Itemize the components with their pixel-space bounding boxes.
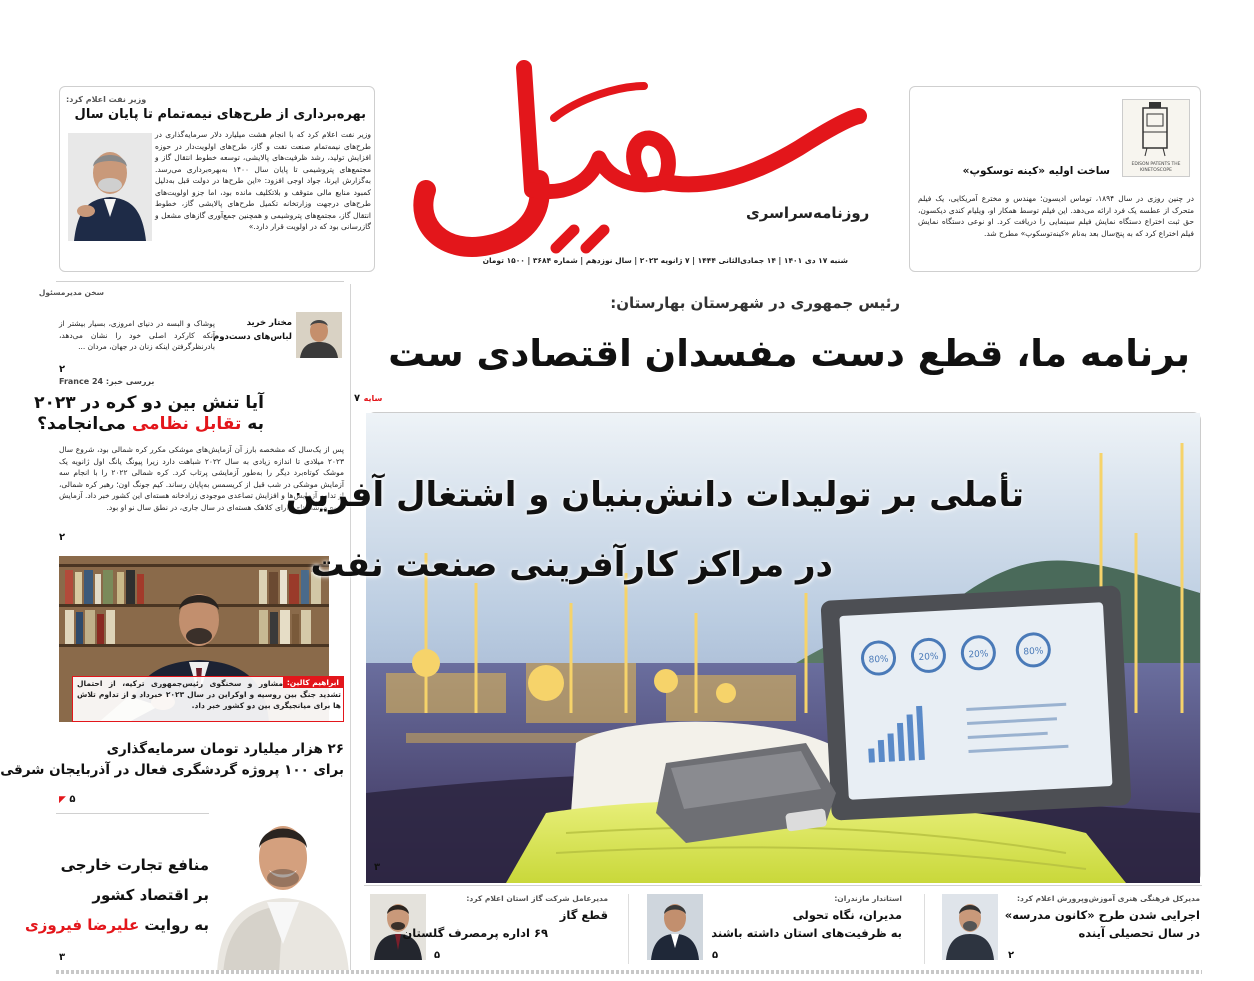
interview-page: ۳ [59, 952, 66, 963]
masthead-subtitle: روزنامه‌سراسری [746, 204, 870, 222]
editor-author-2: لباس‌های دست‌دوم [212, 332, 292, 342]
invest-title-2: برای ۱۰۰ پروژه گردشگری فعال در آذربایجان شرقی [0, 762, 344, 778]
bottom-page-1: ۲ [1008, 950, 1015, 961]
kalin-caption: مشاور و سخنگوی رئیس‌جمهوری ترکیه، از احتمال تشدید جنگ بین روسیه و اوکراین در سال ۲۰۲۳ خبرداد و از تداوم تلاش ها برای میانجیگری بین دو کشور خبر داد. [77, 679, 341, 710]
interview-pre: به روایت [139, 916, 209, 934]
bottom-kicker-1: مدیرکل فرهنگی هنری آموزش‌وپرورش اعلام کرد: [1017, 894, 1200, 903]
masthead-dateline: شنبه ۱۷ دی ۱۴۰۱ | ۱۴ جمادی‌الثانی ۱۴۴۴ | ۷ ژانویه ۲۰۲۳ | سال نوزدهم | شماره ۳۶۸۴ | ۱۵۰۰ تومان [482, 256, 848, 265]
bottom-photo-1 [942, 894, 998, 960]
bottom-sub-2: به ظرفیت‌های استان داشته باشند [711, 926, 902, 940]
korea-page: ۲ [59, 532, 66, 543]
kalin-name: ابراهیم کالین: [283, 677, 343, 688]
oil-minister-photo [68, 133, 152, 241]
column-divider [350, 284, 351, 974]
bottom-page-2: ۵ [712, 950, 719, 961]
bottom-divider-2 [628, 894, 629, 964]
bottom-title-1: اجرایی شدن طرح «کانون مدرسه» [1004, 908, 1200, 922]
oil-minister-box [59, 86, 375, 272]
oil-minister-kicker: وزیر نفت اعلام کرد: [66, 95, 147, 104]
editor-kicker: سخن مدیرمسئول [38, 288, 104, 297]
bottom-kicker-3: مدیرعامل شرکت گاز استان اعلام کرد: [466, 894, 608, 903]
oil-minister-title: بهره‌برداری از طرح‌های نیمه‌تمام تا پایان سال [74, 107, 366, 122]
interview-red: علیرضا فیروزی [25, 916, 140, 934]
gauge-label: 20% [968, 649, 989, 661]
oil-minister-body: وزیر نفت اعلام کرد که با انجام هشت میلیارد دلار سرمایه‌گذاری در طرح‌های نیمه‌تمام صنعت نفت و گاز، طرح‌های اولویت‌دار در حوزه افزایش تولید، رشد ظرفیت‌های پالایشی، توسعه خطوط انتقال گاز و مجتمع‌های پتروشیمی تا پایان سال ۱۴۰۰ به‌بهره‌برداری می‌رسد. به‌گزارش ایرنا، جواد اوجی افزود: «این طرح‌ها در دولت قبل به‌دلیل کمبود منابع مالی متوقف و بلاتکلیف مانده بود، اما جزو اولویت‌های طرح‌های درجهت وزارتخانه تکمیل طرح‌های پالایشی گاز، خطوط انتقال گاز، مجتمع‌های پتروشیمی و همچنین جمع‌آوری گازهای مشعل و گازرسانی بود که در اولویت قرار دارد.» [155, 130, 371, 231]
korea-title-post: می‌انجامد؟ [37, 414, 132, 434]
invest-page-number: ۵ [69, 794, 76, 805]
bottom-sub-3: ۶۹ اداره پرمصرف گلستان [402, 926, 548, 940]
bottom-title-2: مدیران، نگاه تحولی [792, 908, 902, 922]
korea-kicker: بررسی خبر: France 24 [59, 377, 155, 386]
lead-title: برنامه ما، قطع دست مفسدان اقتصادی ست [388, 332, 1190, 375]
kinetoscope-box [909, 86, 1201, 272]
korea-title-2 [37, 414, 264, 434]
editor-page: ۲ [59, 364, 66, 375]
gauge-label: 80% [1023, 646, 1044, 658]
gauge-label: 80% [868, 654, 889, 666]
editor-body: پوشاک و البسه در دنیای امروزی، بسیار بیشتر از آنکه کارکرد اصلی خود را نشان می‌دهد، بادرنظرگرفتن اینکه زنان در جهان، مردان ... [59, 319, 215, 351]
kinetoscope-logo-caption: EDISON PATENTS THE KINETOSCOPE [1131, 162, 1181, 173]
bottom-kicker-2: استاندار مازندران: [834, 894, 902, 903]
invest-page-logo-icon: ◤ [59, 795, 66, 805]
interview-line-3 [25, 916, 209, 934]
kinetoscope-body: در چنین روزی در سال ۱۸۹۴، توماس ادیسون؛ مهندس و مخترع آمریکایی، یک فیلم متحرک از عطسه یک فرد ارائه می‌دهد. این فیلم توسط همکار او، ویلیام کندی دیکسون، حق ثبت اختراع دستگاه نمایش فیلم سینمایی را دریافت کرد. او نوعی دستگاه نمایش فیلم اختراع کرد که به پنج‌سال بعد به‌نام «کینه‌توسکوپ» مطرح شد. [918, 194, 1194, 238]
bottom-title-3: قطع گاز [559, 908, 608, 922]
lead-kicker: رئیس جمهوری در شهرستان بهارستان: [610, 294, 900, 312]
bottom-page-3: ۵ [434, 950, 441, 961]
lead-page [354, 393, 382, 404]
editor-photo [296, 312, 342, 358]
interview-line-2: بر اقتصاد کشور [92, 886, 209, 904]
left-col-rule-top [56, 281, 344, 282]
gauge-label: 20% [918, 651, 939, 663]
interview-photo [209, 804, 355, 974]
korea-title-pre: به [241, 414, 264, 434]
bottom-divider-1 [924, 894, 925, 964]
korea-title-red: تقابل نظامی [131, 414, 242, 434]
lead-page-number: ۷ [354, 393, 361, 404]
kinetoscope-title: ساخت اولیه «کینه توسکوپ» [962, 165, 1110, 177]
invest-page [59, 794, 76, 805]
feature-title-1: تأملی بر تولیدات دانش‌بنیان و اشتغال آفرین [285, 475, 1024, 515]
interview-line-1: منافع تجارت خارجی [60, 856, 209, 874]
bottom-sub-1: در سال تحصیلی آینده [1078, 926, 1200, 940]
lead-page-logo: سایه [363, 394, 383, 403]
kalin-caption-box [72, 676, 344, 722]
footer-rule [56, 970, 1202, 974]
editor-author-1: مختار خرید [246, 318, 292, 328]
bottom-photo-2 [647, 894, 703, 960]
invest-title-1: ۲۶ هزار میلیارد تومان سرمایه‌گذاری [106, 741, 344, 757]
kinetoscope-logo [1122, 99, 1190, 177]
korea-body: پس از یک‌سال که مشخصه بارز آن آزمایش‌های موشکی مکرر کره شمالی بود، شروع سال ۲۰۲۳ میلادی تا اندازه زیادی به سال ۲۰۲۲ شباهت دارد زیرا پیونگ یانگ اول ژانویه یک موشک کوتاه‌برد دیگر را به‌طور آزمایشی پرتاب کرد. کره شمالی ۲۰۲۲ را با انجام سه آزمایش موشکی در شب قبل از کریسمس به‌پایان رساند. کیم جونگ اون؛ رهبر کره شمالی، از تداوم آزمایش‌ها و افزایش تصاعدی موجودی زرادخانه هسته‌ای این کشور خبر داد. آزمایش انبوه موشک‌های دارای کلاهک هسته‌ای در سال جاری، در نطق سال نو او بود. [59, 445, 344, 512]
feature-page: ۳ [374, 862, 381, 873]
masthead-logo [404, 40, 874, 260]
bottom-rule-top [364, 885, 1202, 886]
korea-title-1: آیا تنش بین دو کره در ۲۰۲۳ [34, 393, 264, 413]
feature-title-2: در مراکز کارآفرینی صنعت نفت [310, 545, 833, 585]
